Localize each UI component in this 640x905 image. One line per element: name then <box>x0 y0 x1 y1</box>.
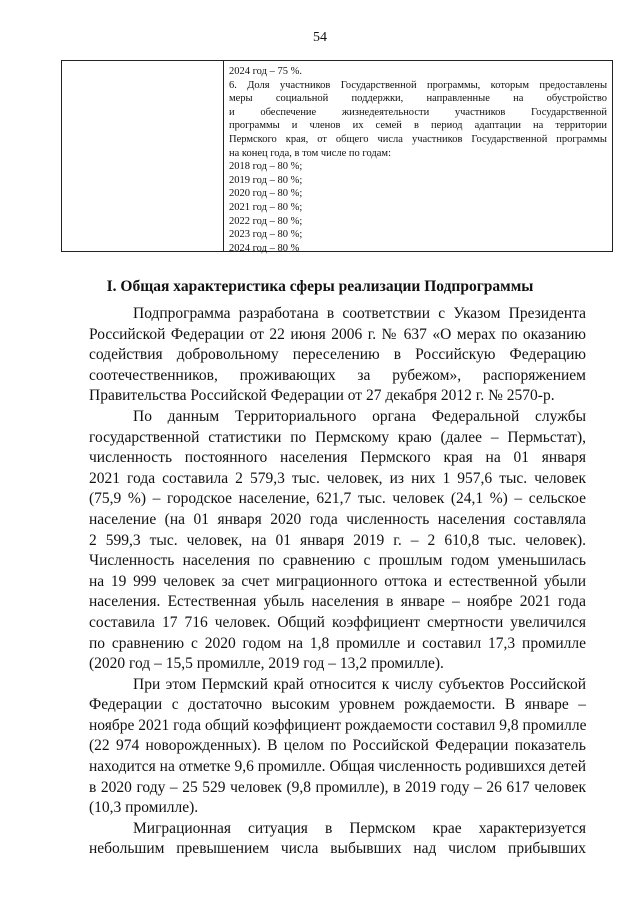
paragraph-line: Подпрограмма разработана в соответствии с Указом Президента <box>133 305 586 322</box>
paragraph-line: содействия добровольному переселению в Российскую Федерацию <box>89 346 586 364</box>
paragraph-line: населения. Естественная убыль населения в январе – ноябре 2021 года <box>89 593 586 611</box>
table-line: 2020 год – 80 %; <box>229 188 303 200</box>
paragraph-line: находится на отметке 9,6 промилле. Общая численность родившихся детей <box>89 758 586 776</box>
page-number: 54 <box>313 30 327 45</box>
paragraph-line: государственной статистики по Пермскому краю (далее – Пермьстат), <box>89 428 586 446</box>
table-line: Пермского края, от общего числа участников Государственной программы <box>229 133 607 145</box>
paragraph-line: небольшим превышением числа выбывших над числом прибывших <box>89 840 586 858</box>
paragraph-line: на 19 999 человек за счет миграционного оттока и естественной убыли <box>89 572 586 590</box>
section-heading: I. Общая характеристика сферы реализации Подпрограммы <box>106 278 534 295</box>
paragraph-line: Правительства Российской Федерации от 27 декабря 2012 г. № 2570-р. <box>89 387 555 405</box>
table-right-cell <box>224 61 612 254</box>
paragraph-line: Российской Федерации от 22 июня 2006 г. № 637 «О мерах по оказанию <box>89 325 586 343</box>
table-line: на конец года, в том числе по годам: <box>229 147 391 159</box>
paragraph-line: (75,9 %) – городское население, 621,7 тыс. человек (24,1 %) – сельское <box>89 490 586 508</box>
table-line: меры социальной поддержки, направленные на обустройство <box>229 93 607 105</box>
paragraph-line: в 2020 году – 25 529 человек (9,8 промилле), в 2019 году – 26 617 человек <box>89 778 586 796</box>
paragraph-line: соотечественников, проживающих за рубежом», распоряжением <box>89 366 586 384</box>
paragraph-line: ноябре 2021 года общий коэффициент рождаемости составил 9,8 промилле <box>89 716 587 734</box>
paragraph-line: по сравнению с 2020 годом на 1,8 промилле и составил 17,3 промилле <box>89 634 586 652</box>
paragraph-line: При этом Пермский край относится к числу субъектов Российской <box>133 675 586 693</box>
table-line: 2018 год – 80 %; <box>229 161 303 173</box>
table-line: 2024 год – 75 %. <box>229 66 302 77</box>
paragraph-line: 2 599,3 тыс. человек, на 01 января 2019 г. – 2 610,8 тыс. человек). <box>89 531 586 549</box>
table-line: 2019 год – 80 %; <box>229 174 303 186</box>
table-line: 2022 год – 80 %; <box>229 215 303 227</box>
table-line: 2023 год – 80 %; <box>229 229 303 241</box>
paragraph-line: численность постоянного населения Пермского края на 01 января <box>89 449 586 467</box>
paragraph-line: (10,3 промилле). <box>89 799 199 817</box>
paragraph-line: Численность населения по сравнению с прошлым годом уменьшилась <box>89 552 586 570</box>
paragraph-line: население (на 01 января 2020 года численность населения составляла <box>89 510 586 528</box>
paragraph-line: Миграционная ситуация в Пермском крае характеризуется <box>133 819 586 837</box>
table-line: программы и членов их семей в период адаптации на территории <box>229 120 607 132</box>
paragraph-line: составила 17 716 человек. Общий коэффициент смертности увеличился <box>89 613 586 631</box>
paragraph-line: По данным Территориального органа Федеральной службы <box>133 407 586 425</box>
indicators-table <box>61 60 613 252</box>
paragraph-line: 2021 года составила 2 579,3 тыс. человек, из них 1 957,6 тыс. человек <box>89 469 586 487</box>
paragraph-line: (22 974 новорожденных). В целом по Российской Федерации показатель <box>89 737 586 755</box>
table-line: и обеспечение жизнедеятельности участников Государственной <box>229 106 607 118</box>
table-line: 2021 год – 80 %; <box>229 201 303 213</box>
paragraph-line: Федерации с достаточно высоким уровнем рождаемости. В январе – <box>89 696 586 714</box>
body-text <box>89 304 586 860</box>
table-left-cell <box>62 61 224 251</box>
table-line: 2024 год – 80 % <box>229 242 300 254</box>
table-line: 6. Доля участников Государственной программы, которым предоставлены <box>229 79 607 91</box>
paragraph-line: (2020 год – 15,5 промилле, 2019 год – 13,2 промилле). <box>89 655 444 673</box>
